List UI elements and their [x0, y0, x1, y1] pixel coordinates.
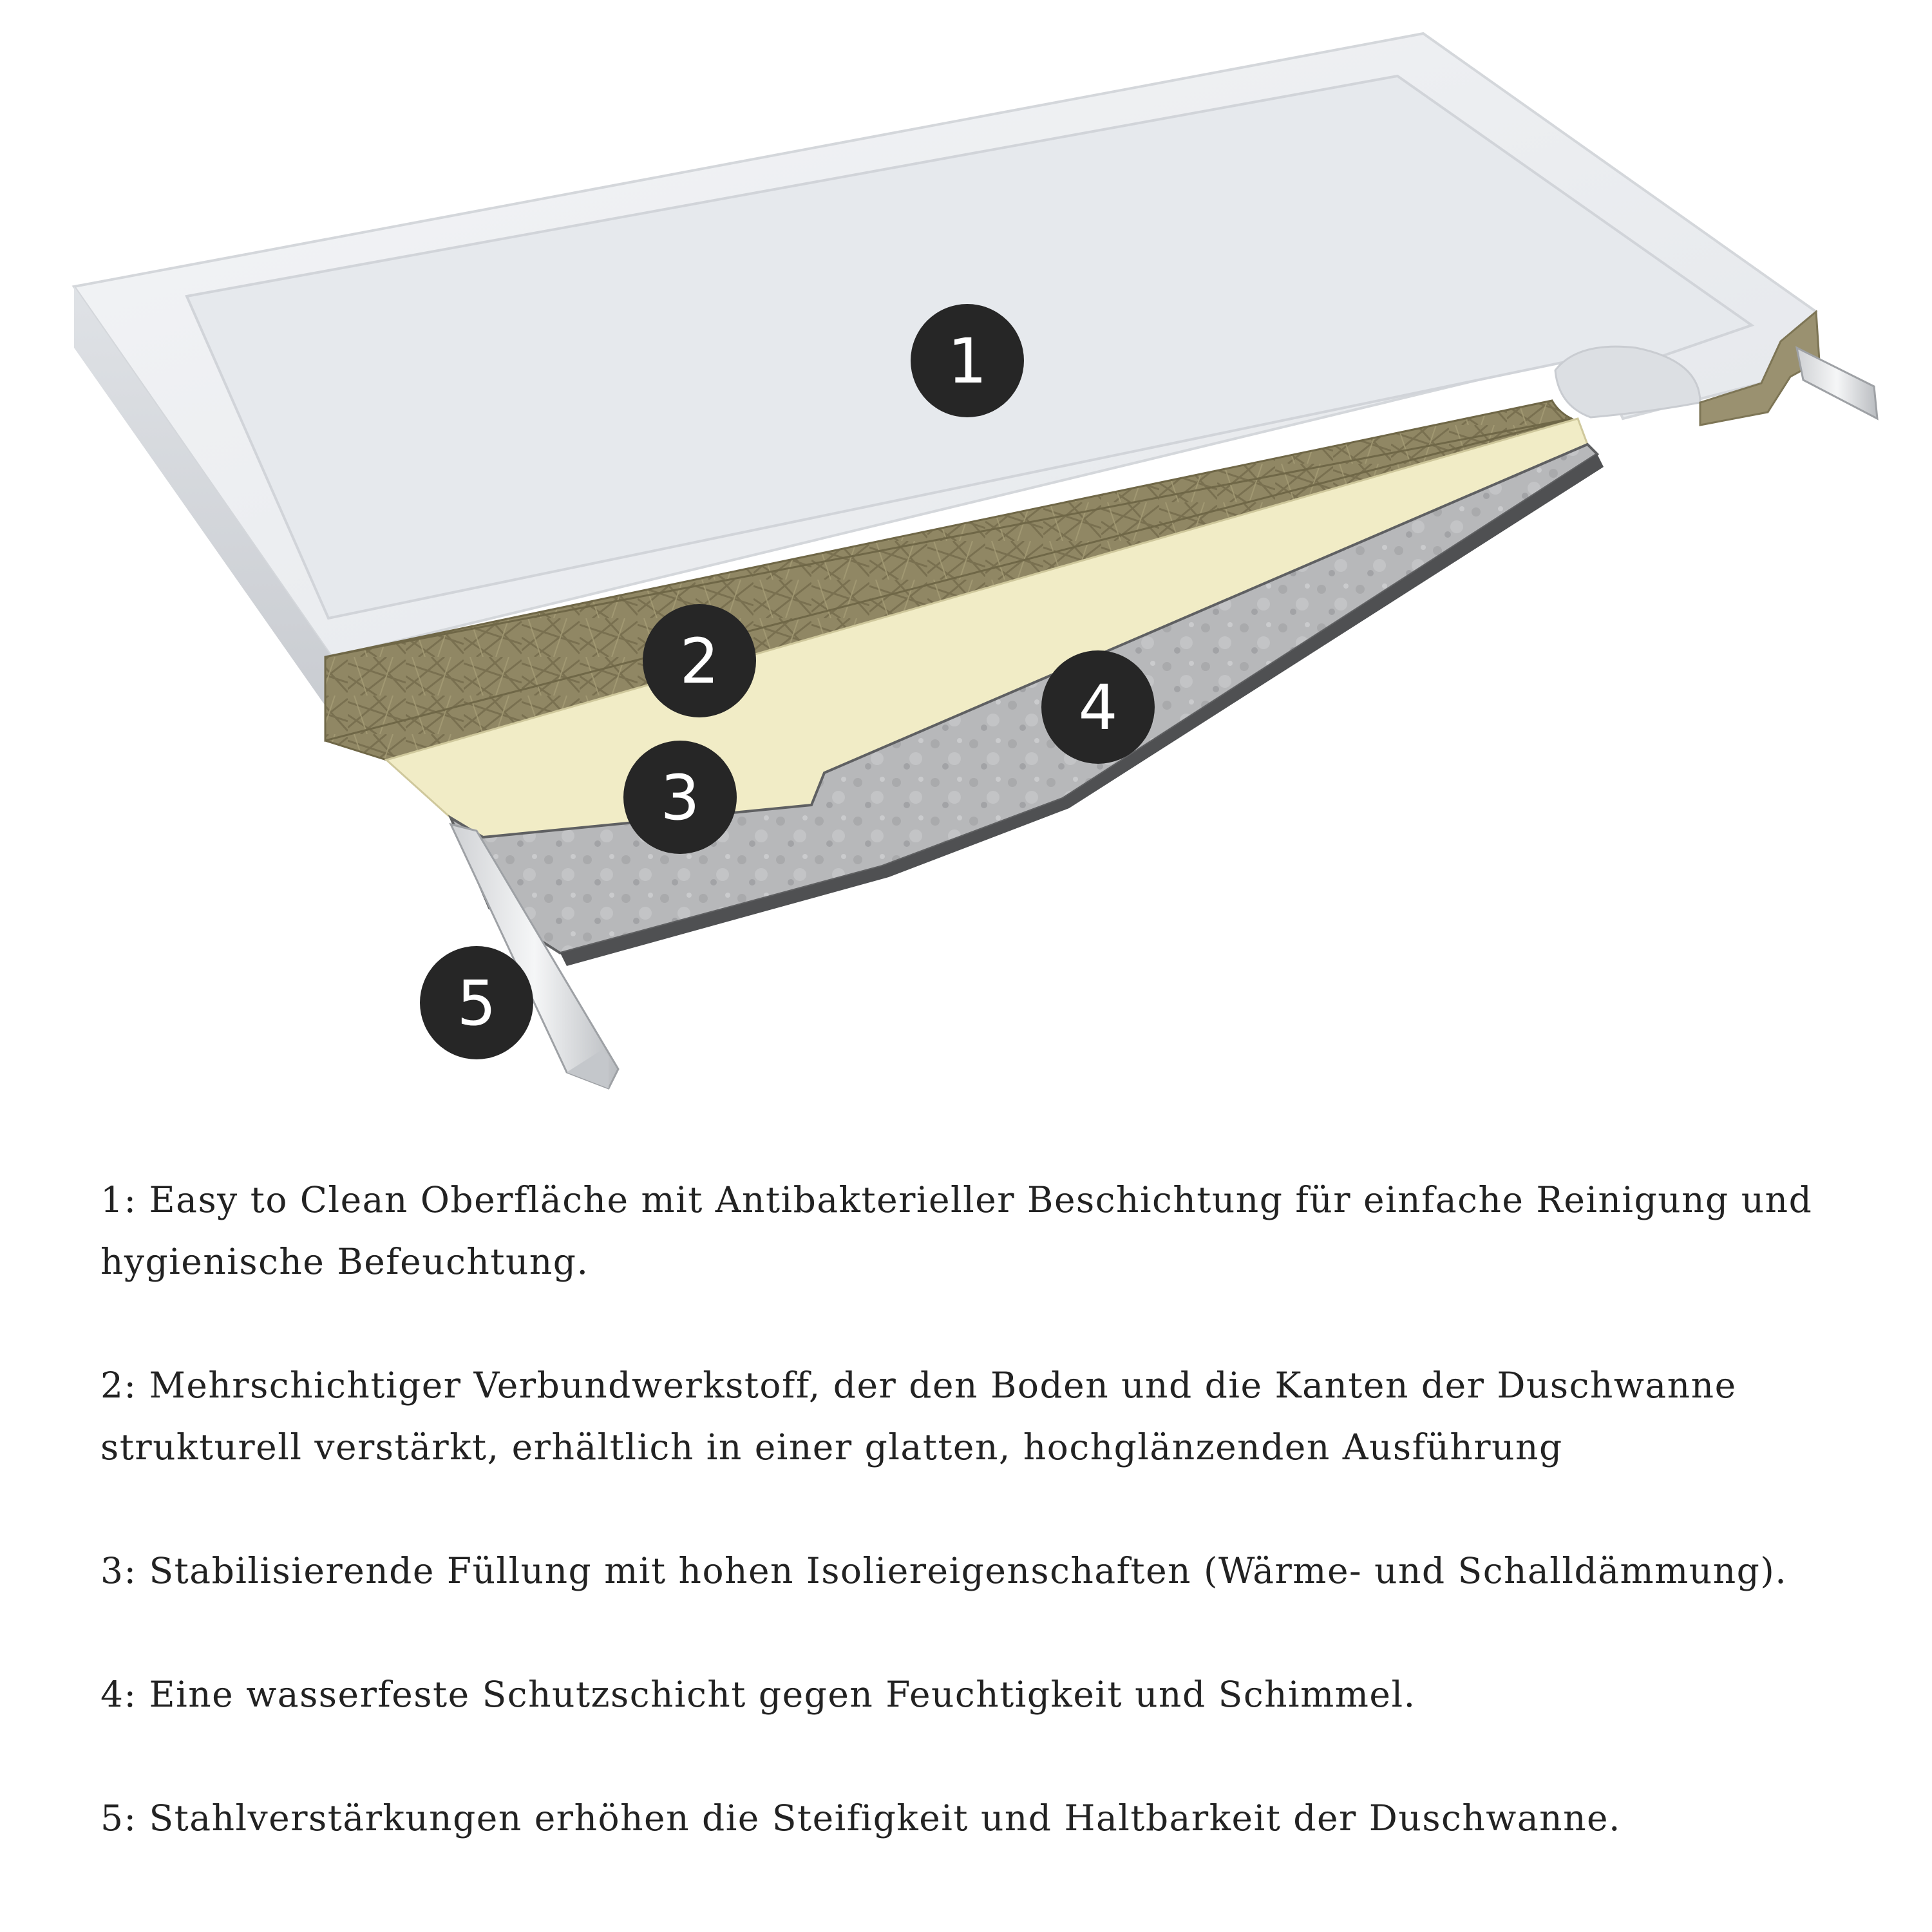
callout-badge-2 — [643, 604, 756, 717]
callout-badge-3 — [623, 741, 737, 854]
svg-text:3: 3 — [660, 762, 700, 834]
svg-text:4: 4 — [1078, 672, 1118, 744]
callout-badge-1 — [911, 304, 1024, 417]
callout-badge-4 — [1041, 650, 1155, 764]
svg-text:2: 2 — [679, 625, 719, 697]
svg-text:1: 1 — [947, 325, 987, 397]
steel-reinforcement-rear — [1797, 348, 1877, 419]
description-3: 3: Stabilisierende Füllung mit hohen Isoliereigenschaften (Wärme- und Schalldämmung). — [100, 1550, 1788, 1591]
description-2: 2: Mehrschichtiger Verbundwerkstoff, der den Boden und die Kanten der Duschwanne strukturell verstärkt, erhältlich in einer glatten, hochglänzenden Ausführung — [100, 1365, 1737, 1468]
description-5: 5: Stahlverstärkungen erhöhen die Steifigkeit und Haltbarkeit der Duschwanne. — [100, 1797, 1622, 1839]
description-1: 1: Easy to Clean Oberfläche mit Antibakterieller Beschichtung für einfache Reinigung und hygienische Befeuchtung. — [100, 1179, 1813, 1282]
description-4: 4: Eine wasserfeste Schutzschicht gegen Feuchtigkeit und Schimmel. — [100, 1674, 1416, 1715]
svg-text:5: 5 — [457, 967, 497, 1039]
callout-badge-5 — [420, 946, 533, 1059]
layer-descriptions — [100, 1169, 1852, 1911]
